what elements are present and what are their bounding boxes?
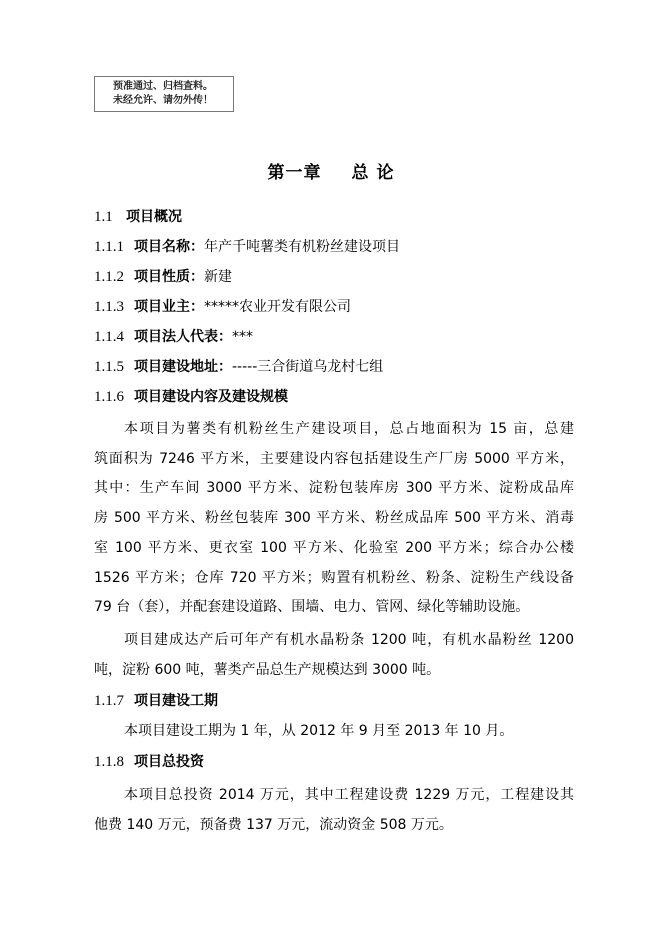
section-label: 项目性质： [134,269,204,285]
section-1-1-7-paragraph [94,717,574,747]
paragraph-line: 79 台（套），并配套建设道路、围墙、电力、管网、绿化等辅助设施。 [94,599,530,616]
stamp-line-2: 未经允许、请勿外传！ [113,95,213,106]
section-number: 1.1.3 [94,299,124,315]
section-number: 1.1.2 [94,269,124,285]
section-label: 项目名称： [134,239,204,255]
section-1-1-4-legal-representative [94,327,253,347]
section-number: 1.1.5 [94,359,124,375]
section-1-1-6-paragraph-1 [94,415,574,623]
stamp-line-1: 预准通过、归档查料。 [113,81,213,92]
section-label: 项目建设工期 [134,693,218,709]
paragraph-line: 他费 140 万元，预备费 137 万元，流动资金 508 万元。 [94,816,453,833]
approval-stamp [94,76,234,112]
section-label: 项目业主： [134,299,204,315]
section-1-1-8-paragraph [94,781,574,840]
paragraph-line: 本项目总投资 2014 万元，其中工程建设费 1229 万元，工程建设其 [124,787,574,803]
section-1-1-6-heading [94,387,288,407]
paragraph-line: 筑面积为 7246 平方米，主要建设内容包括建设生产厂房 5000 平方米， [94,450,574,467]
paragraph-line: 项目建成达产后可年产有机水晶粉条 1200 吨，有机水晶粉丝 1200 [124,632,574,648]
section-1-1-3-project-owner [94,297,351,317]
section-1-1-6-paragraph-2 [94,626,574,685]
paragraph-line: 吨，淀粉 600 吨，薯类产品总生产规模达到 3000 吨。 [94,661,441,678]
section-value: 新建 [204,269,232,285]
section-1-1-heading [94,207,182,227]
section-value: -----三合街道乌龙村七组 [232,359,384,375]
section-label: 项目建设地址： [134,359,232,375]
section-number: 1.1 [94,209,113,225]
chapter-heading [0,158,662,183]
section-number: 1.1.1 [94,239,124,255]
section-number: 1.1.4 [94,329,124,345]
section-number: 1.1.6 [94,389,124,405]
section-value: *** [232,329,253,345]
chapter-title: 总 论 [351,163,395,183]
paragraph-line: 本项目建设工期为 1 年，从 2012 年 9 月至 2013 年 10 月。 [124,723,514,739]
section-label: 项目概况 [126,209,182,225]
section-1-1-5-project-address [94,357,383,377]
paragraph-line: 室 100 平方米、更衣室 100 平方米、化验室 200 平方米；综合办公楼 [94,539,574,556]
section-label: 项目法人代表： [134,329,232,345]
paragraph-line: 本项目为薯类有机粉丝生产建设项目，总占地面积为 15 亩，总建 [124,421,574,437]
paragraph-line: 1526 平方米；仓库 720 平方米；购置有机粉丝、粉条、淀粉生产线设备 [94,569,574,586]
section-1-1-1-project-name [94,237,400,257]
paragraph-line: 房 500 平方米、粉丝包装库 300 平方米、粉丝成品库 500 平方米、消毒 [94,510,574,527]
section-value: *****农业开发有限公司 [204,299,351,315]
section-1-1-2-project-nature [94,267,232,287]
section-number: 1.1.7 [94,693,124,709]
section-label: 项目建设内容及建设规模 [134,389,288,405]
paragraph-line: 其中：生产车间 3000 平方米、淀粉包装库房 300 平方米、淀粉成品库 [94,480,574,497]
section-1-1-8-heading [94,752,204,772]
section-label: 项目总投资 [134,754,204,770]
chapter-number: 第一章 [267,163,322,183]
section-number: 1.1.8 [94,754,124,770]
section-1-1-7-heading [94,691,218,711]
section-value: 年产千吨薯类有机粉丝建设项目 [204,239,400,255]
